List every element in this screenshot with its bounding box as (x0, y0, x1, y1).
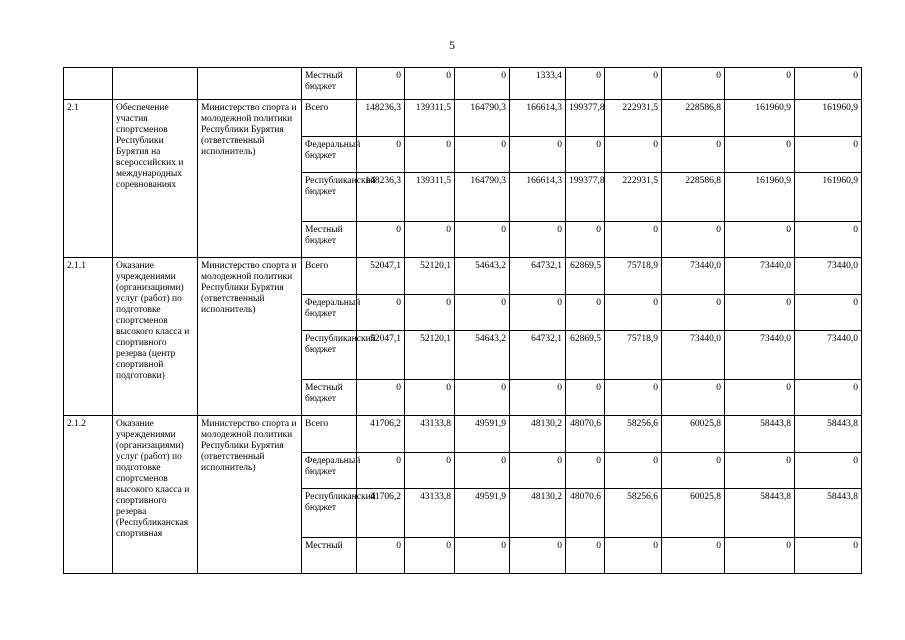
funding-source: Местный бюджет (302, 380, 357, 416)
value-cell: 0 (510, 538, 566, 574)
value-cell: 0 (455, 380, 510, 416)
value-cell: 0 (662, 68, 725, 100)
item-name: Оказание учреждениями (организациями) услуг (работ) по подготовке спортсменов высокого класса и спортивного резерва (Республиканская спортивная (113, 416, 198, 574)
value-cell: 0 (725, 137, 795, 173)
item-executor: Министерство спорта и молодежной политики Республики Бурятия (ответственный исполнитель) (198, 416, 302, 574)
funding-source: Всего (302, 100, 357, 137)
value-cell: 52120,1 (405, 258, 455, 295)
value-cell: 0 (662, 453, 725, 489)
value-cell: 0 (662, 137, 725, 173)
value-cell: 0 (566, 222, 605, 258)
value-cell: 49591,9 (455, 416, 510, 453)
value-cell: 43133,8 (405, 416, 455, 453)
value-cell: 199377,8 (566, 100, 605, 137)
value-cell: 0 (605, 222, 662, 258)
value-cell: 0 (605, 538, 662, 574)
value-cell: 228586,8 (662, 100, 725, 137)
code-cell (64, 68, 113, 100)
value-cell: 52120,1 (405, 331, 455, 380)
funding-source: Всего (302, 258, 357, 295)
value-cell: 0 (725, 295, 795, 331)
value-cell: 64732,1 (510, 331, 566, 380)
value-cell: 0 (357, 68, 405, 100)
value-cell: 0 (605, 295, 662, 331)
value-cell: 0 (566, 380, 605, 416)
value-cell: 58256,6 (605, 416, 662, 453)
value-cell: 73440,0 (795, 258, 862, 295)
value-cell: 0 (725, 380, 795, 416)
funding-source: Федеральный бюджет (302, 295, 357, 331)
value-cell: 58443,8 (725, 489, 795, 538)
value-cell: 199377,8 (566, 173, 605, 222)
value-cell: 73440,0 (725, 258, 795, 295)
value-cell: 0 (605, 380, 662, 416)
funding-source: Федеральный бюджет (302, 137, 357, 173)
value-cell: 0 (662, 380, 725, 416)
value-cell: 58256,6 (605, 489, 662, 538)
item-executor: Министерство спорта и молодежной политики Республики Бурятия (ответственный исполнитель) (198, 100, 302, 258)
item-name: Обеспечение участия спортсменов Республики Бурятия на всероссийских и международных соревнованиях (113, 100, 198, 258)
value-cell: 0 (795, 453, 862, 489)
value-cell: 0 (357, 538, 405, 574)
item-executor: Министерство спорта и молодежной политики Республики Бурятия (ответственный исполнитель) (198, 258, 302, 416)
value-cell: 0 (725, 538, 795, 574)
value-cell: 49591,9 (455, 489, 510, 538)
value-cell: 64732,1 (510, 258, 566, 295)
value-cell: 0 (605, 137, 662, 173)
value-cell: 62869,5 (566, 258, 605, 295)
value-cell: 0 (662, 222, 725, 258)
source-cell: Местный бюджет (302, 68, 357, 100)
value-cell: 139311,5 (405, 100, 455, 137)
value-cell: 164790,3 (455, 100, 510, 137)
value-cell: 0 (510, 137, 566, 173)
value-cell: 48130,2 (510, 489, 566, 538)
table-row (64, 258, 862, 295)
value-cell: 0 (357, 222, 405, 258)
funding-source: Республиканский бюджет (302, 331, 357, 380)
funding-source: Федеральный бюджет (302, 453, 357, 489)
table-row (64, 100, 862, 137)
value-cell: 0 (357, 137, 405, 173)
value-cell: 58443,8 (795, 416, 862, 453)
value-cell: 0 (455, 222, 510, 258)
value-cell: 54643,2 (455, 331, 510, 380)
value-cell: 0 (405, 137, 455, 173)
value-cell: 0 (357, 380, 405, 416)
value-cell: 73440,0 (725, 331, 795, 380)
value-cell: 0 (566, 137, 605, 173)
name-cell (113, 68, 198, 100)
value-cell: 222931,5 (605, 100, 662, 137)
value-cell: 48130,2 (510, 416, 566, 453)
value-cell: 0 (795, 68, 862, 100)
funding-source: Республиканский бюджет (302, 489, 357, 538)
value-cell: 0 (795, 380, 862, 416)
value-cell: 0 (455, 538, 510, 574)
value-cell: 0 (566, 68, 605, 100)
value-cell: 0 (566, 453, 605, 489)
value-cell: 0 (405, 68, 455, 100)
value-cell: 0 (357, 295, 405, 331)
value-cell: 0 (725, 222, 795, 258)
table-row (64, 68, 862, 100)
value-cell: 0 (510, 295, 566, 331)
value-cell: 0 (405, 222, 455, 258)
value-cell: 0 (795, 222, 862, 258)
value-cell: 164790,3 (455, 173, 510, 222)
value-cell: 52047,1 (357, 258, 405, 295)
value-cell: 0 (455, 137, 510, 173)
value-cell: 0 (455, 295, 510, 331)
value-cell: 58443,8 (725, 416, 795, 453)
value-cell: 166614,3 (510, 100, 566, 137)
value-cell: 0 (455, 68, 510, 100)
value-cell: 0 (795, 295, 862, 331)
item-code: 2.1 (64, 100, 113, 258)
item-code: 2.1.2 (64, 416, 113, 574)
value-cell: 62869,5 (566, 331, 605, 380)
value-cell: 54643,2 (455, 258, 510, 295)
value-cell: 161960,9 (725, 100, 795, 137)
value-cell: 222931,5 (605, 173, 662, 222)
value-cell: 0 (795, 538, 862, 574)
value-cell: 52047,1 (357, 331, 405, 380)
value-cell: 0 (662, 295, 725, 331)
value-cell: 148236,3 (357, 100, 405, 137)
item-name: Оказание учреждениями (организациями) услуг (работ) по подготовке спортсменов высокого класса и спортивного резерва (центр спортивной подготовки) (113, 258, 198, 416)
value-cell: 0 (566, 295, 605, 331)
value-cell: 0 (566, 538, 605, 574)
value-cell: 161960,9 (795, 100, 862, 137)
value-cell: 41706,2 (357, 489, 405, 538)
value-cell: 1333,4 (510, 68, 566, 100)
value-cell: 0 (510, 222, 566, 258)
value-cell: 161960,9 (725, 173, 795, 222)
value-cell: 60025,8 (662, 416, 725, 453)
value-cell: 75718,9 (605, 331, 662, 380)
value-cell: 0 (405, 453, 455, 489)
value-cell: 0 (662, 538, 725, 574)
value-cell: 228586,8 (662, 173, 725, 222)
value-cell: 48070,6 (566, 416, 605, 453)
value-cell: 0 (405, 295, 455, 331)
budget-table (63, 67, 862, 574)
value-cell: 166614,3 (510, 173, 566, 222)
executor-cell (198, 68, 302, 100)
value-cell: 0 (725, 68, 795, 100)
value-cell: 0 (405, 380, 455, 416)
value-cell: 58443,8 (795, 489, 862, 538)
value-cell: 60025,8 (662, 489, 725, 538)
funding-source: Всего (302, 416, 357, 453)
value-cell: 139311,5 (405, 173, 455, 222)
value-cell: 0 (455, 453, 510, 489)
funding-source: Местный (302, 538, 357, 574)
value-cell: 73440,0 (662, 258, 725, 295)
value-cell: 73440,0 (662, 331, 725, 380)
value-cell: 41706,2 (357, 416, 405, 453)
value-cell: 0 (510, 380, 566, 416)
value-cell: 0 (357, 453, 405, 489)
value-cell: 0 (405, 538, 455, 574)
value-cell: 73440,0 (795, 331, 862, 380)
value-cell: 0 (795, 137, 862, 173)
value-cell: 0 (605, 68, 662, 100)
page-number: 5 (449, 38, 455, 52)
value-cell: 48070,6 (566, 489, 605, 538)
value-cell: 0 (605, 453, 662, 489)
value-cell: 75718,9 (605, 258, 662, 295)
table-row (64, 416, 862, 453)
value-cell: 161960,9 (795, 173, 862, 222)
value-cell: 148236,3 (357, 173, 405, 222)
funding-source: Местный бюджет (302, 222, 357, 258)
item-code: 2.1.1 (64, 258, 113, 416)
funding-source: Республиканский бюджет (302, 173, 357, 222)
value-cell: 43133,8 (405, 489, 455, 538)
value-cell: 0 (510, 453, 566, 489)
value-cell: 0 (725, 453, 795, 489)
budget-table-body (64, 68, 862, 574)
